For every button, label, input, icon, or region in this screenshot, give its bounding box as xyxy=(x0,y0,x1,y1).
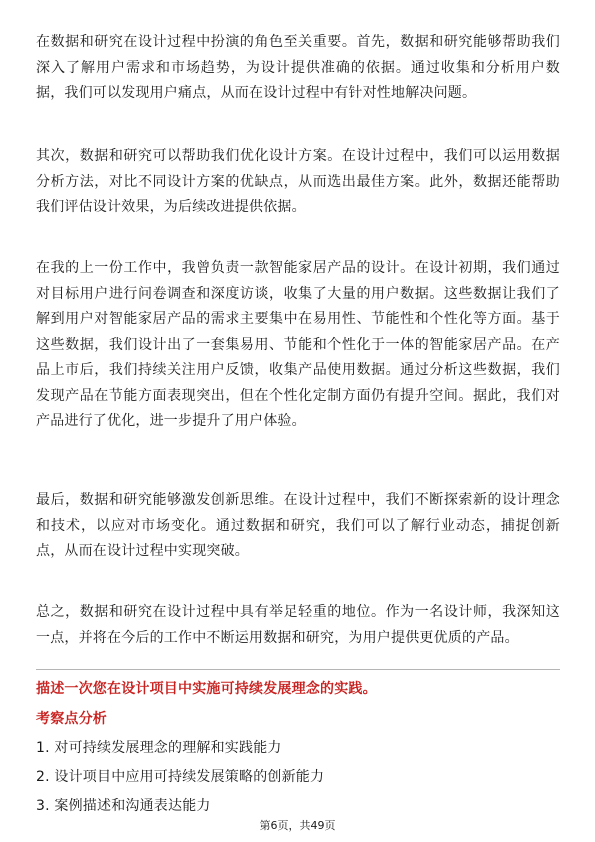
answer-paragraph-2: 其次，数据和研究可以帮助我们优化设计方案。在设计过程中，我们可以运用数据分析方法，对比不同设计方案的优缺点，从而选出最佳方案。此外，数据还能帮助我们评估设计效果，为后续改进提供依据。 xyxy=(36,148,560,215)
analysis-heading: 考察点分析 xyxy=(36,711,107,727)
analysis-point-3: 3. 案例描述和沟通表达能力 xyxy=(36,798,211,814)
section-divider xyxy=(36,669,560,670)
answer-paragraph-4: 最后，数据和研究能够激发创新思维。在设计过程中，我们不断探索新的设计理念和技术，以应对市场变化。通过数据和研究，我们可以了解行业动态，捕捉创新点，从而在设计过程中实现突破。 xyxy=(36,492,560,559)
interview-question: 描述一次您在设计项目中实施可持续发展理念的实践。 xyxy=(36,681,377,697)
answer-paragraph-5: 总之，数据和研究在设计过程中具有举足轻重的地位。作为一名设计师，我深知这一点，并将在今后的工作中不断运用数据和研究，为用户提供更优质的产品。 xyxy=(36,604,560,646)
answer-paragraph-3: 在我的上一份工作中，我曾负责一款智能家居产品的设计。在设计初期，我们通过对目标用户进行问卷调查和深度访谈，收集了大量的用户数据。这些数据让我们了解到用户对智能家居产品的需求主要集中在易用性、节能性和个性化等方面。基于这些数据，我们设计出了一套集易用、节能和个性化于一体的智能家居产品。在产品上市后，我们持续关注用户反馈，收集产品使用数据。通过分析这些数据，我们发现产品在节能方面表现突出，但在个性化定制方面仍有提升空间。据此，我们对产品进行了优化，进一步提升了用户体验。 xyxy=(36,260,560,429)
answer-paragraph-1: 在数据和研究在设计过程中扮演的角色至关重要。首先，数据和研究能够帮助我们深入了解用户需求和市场趋势，为设计提供准确的依据。通过收集和分析用户数据，我们可以发现用户痛点，从而在设计过程中有针对性地解决问题。 xyxy=(36,34,560,101)
page-number-footer: 第6页，共49页 xyxy=(259,819,336,832)
analysis-point-1: 1. 对可持续发展理念的理解和实践能力 xyxy=(36,740,282,756)
analysis-point-2: 2. 设计项目中应用可持续发展策略的创新能力 xyxy=(36,769,325,785)
